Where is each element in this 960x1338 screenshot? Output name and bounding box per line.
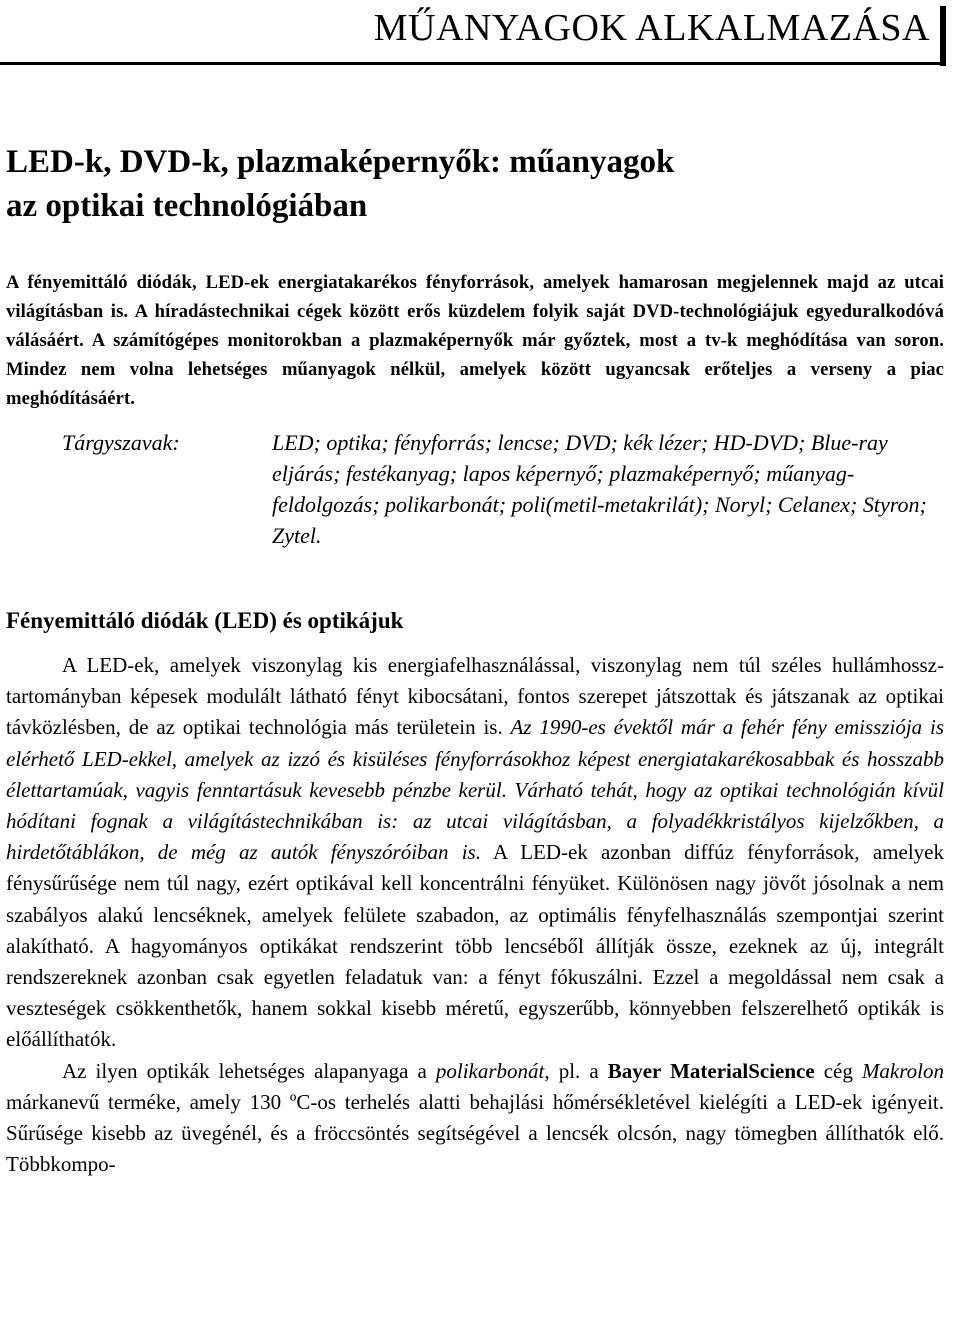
p2-text-a: Az ilyen optikák lehetséges alapanyaga a bbox=[62, 1058, 436, 1083]
p1-text-a: A LED-ek, amelyek viszonylag kis energiafelhasználással, viszonylag nem túl széles hullámhossz-tartományban képesek modulált látható fényt kibocsátani, fontos szerepet játszottak és játszanak az optikai távközlésben, de az optikai technológia más területein is. bbox=[6, 653, 944, 740]
header-vertical-rule bbox=[940, 6, 946, 66]
p1-text-italic: Az 1990-es évektől már a fehér fény emissziója is elérhető LED-ekkel, amelyek az izzó és kisüléses fényforrásokhoz képest energiatakarékosabbak és hosszabb élettartamúak, vagyis fenntartásuk kevesebb pénzbe kerül. Várható tehát, hogy az optikai technológián kívül hódítani fognak a világítástechnikában is: az utcai világításban, a folyadékkristályos kijelzőkben, a hirdetőtáblákon, de még az autók fényszóróiban is. bbox=[6, 715, 944, 865]
article-body bbox=[6, 140, 944, 1180]
header-title: MŰANYAGOK ALKALMAZÁSA bbox=[373, 7, 930, 49]
keywords-list: LED; optika; fényforrás; lencse; DVD; kék lézer; HD-DVD; Blue-ray eljárás; festékanyag; lapos képernyő; plazmaképernyő; műanyag-feldolgozás; polikarbonát; poli(metil-metakrilát); Noryl; Celanex; Styron; Zytel. bbox=[272, 430, 927, 548]
p1-text-c: A LED-ek azonban diffúz fényforrások, amelyek fénysűrűsége nem túl nagy, ezért optikával kell koncentrálni fényüket. Különösen nagy jövőt jósolnak a nem szabályos alakú lencséknek, amelyek felülete szabadon, az optimális fényfelhasználás szempontjai szerint alakítható. A hagyományos optikákat rendszerint több lencséből állítják össze, ezeknek az új, integrált rendszereknek azonban csak egyetlen feladatuk van: a fényt fókuszálni. Ezzel a megoldással nem csak a veszteségek csökkenthetők, hanem sokkal kisebb méretű, egyszerűbb, könnyebben felszerelhető optikák is előállíthatók. bbox=[6, 840, 944, 1052]
page-header bbox=[0, 0, 946, 66]
keywords-block bbox=[6, 427, 944, 551]
paragraph-1 bbox=[6, 650, 944, 1056]
article-title-line-2: az optikai technológiában bbox=[6, 188, 368, 224]
section-text bbox=[6, 650, 944, 1180]
p2-polikarbonat: polikarbonát bbox=[435, 1058, 545, 1083]
section-heading: Fényemittáló diódák (LED) és optikájuk bbox=[6, 608, 404, 633]
article-lead: A fényemittáló diódák, LED-ek energiatakarékos fényforrások, amelyek hamarosan megjelennek majd az utcai világításban is. A híradástechnikai cégek között erős küzdelem folyik saját DVD-technológiájuk egyeduralkodóvá válásáért. A számítógépes monitorokban a plazmaképernyők már győztek, most a tv-k meghódítása van soron. Mindez nem volna lehetséges műanyagok nélkül, amelyek között ugyancsak erőteljes a verseny a piac meghódításáért. bbox=[6, 272, 944, 409]
paragraph-2 bbox=[6, 1056, 944, 1181]
p2-text-g: márkanevű terméke, amely 130 ºC-os terhelés alatti behajlási hőmérsékletével kielégíti a LED-ek igényeit. Sűrűsége kisebb az üvegénél, és a fröccsöntés segítségével a lencsék olcsón, nagy tömegben állíthatók elő. Többkompo- bbox=[6, 1089, 944, 1177]
p2-company-name: Bayer MaterialScience bbox=[607, 1058, 815, 1083]
p2-text-c: , pl. a bbox=[544, 1058, 608, 1083]
article-title bbox=[6, 140, 944, 228]
header-horizontal-rule bbox=[0, 62, 946, 65]
p2-brand-name: Makrolon bbox=[861, 1058, 944, 1083]
p2-text-e: cég bbox=[814, 1058, 862, 1083]
keywords-label: Tárgyszavak: bbox=[62, 430, 180, 455]
article-title-line-1: LED-k, DVD-k, plazmaképernyők: műanyagok bbox=[6, 144, 675, 180]
